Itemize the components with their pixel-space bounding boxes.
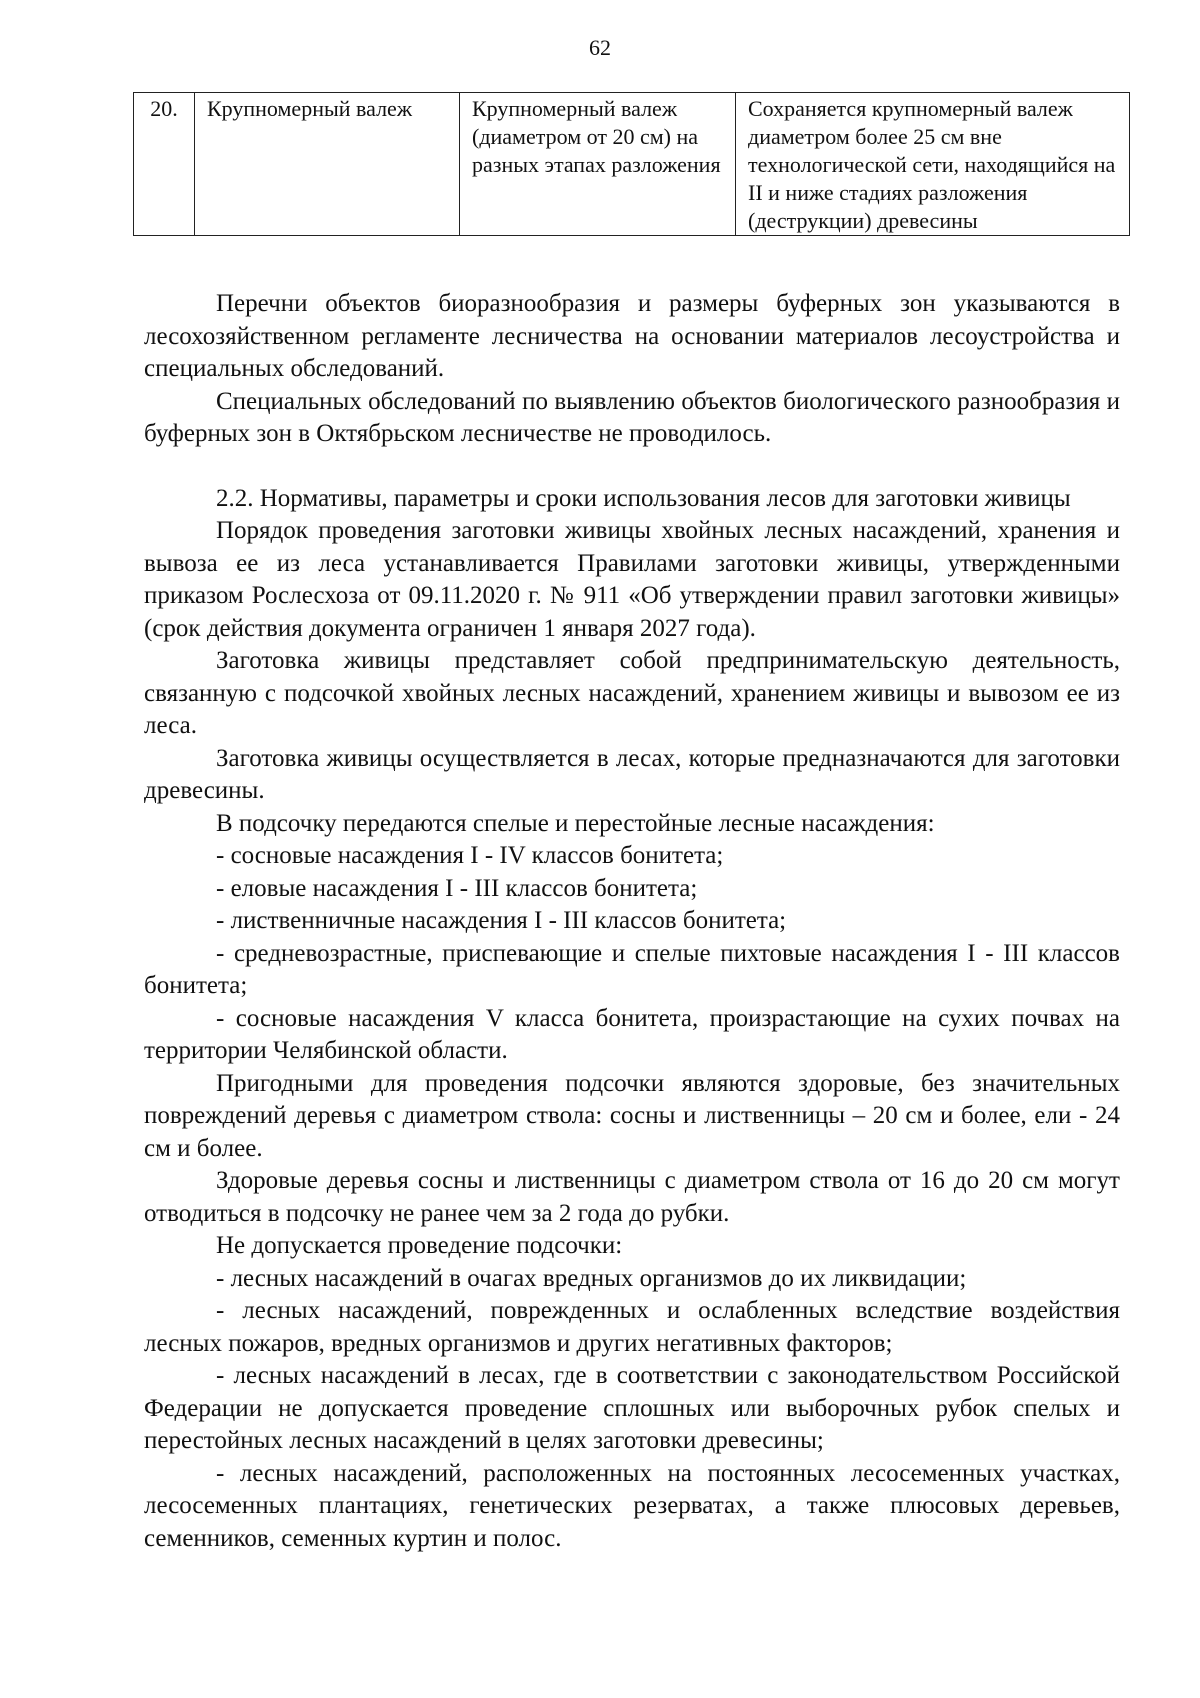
paragraph: Специальных обследований по выявлению объектов биологического разнообразия и буферных зон в Октябрьском лесничестве не проводилось.	[144, 387, 1120, 447]
list-item: - лесных насаждений в очагах вредных организмов до их ликвидации;	[216, 1264, 967, 1292]
list-item: - средневозрастные, приспевающие и спелые пихтовые насаждения I - III классов бонитета;	[144, 939, 1120, 999]
list-item: - лесных насаждений в лесах, где в соответствии с законодательством Российской Федерации не допускается проведение сплошных или выборочных рубок спелых и перестойных лесных насаждений в целях заготовки древесины;	[144, 1362, 1120, 1454]
paragraph: Заготовка живицы представляет собой предпринимательскую деятельность, связанную с подсочкой хвойных лесных насаждений, хранением живицы и вывозом ее из леса.	[144, 647, 1120, 739]
table-cell-measure: Сохраняется крупномерный валеж диаметром более 25 см вне технологической сети, находящийся на II и ниже стадиях разложения (деструкции) древесины	[736, 93, 1130, 236]
table-cell-description: Крупномерный валеж (диаметром от 20 см) на разных этапах разложения	[460, 93, 736, 236]
document-body	[144, 288, 1120, 1555]
paragraph: В подсочку передаются спелые и перестойные лесные насаждения:	[216, 809, 935, 837]
biodiversity-objects-table	[133, 92, 1130, 236]
paragraph: Перечни объектов биоразнообразия и размеры буферных зон указываются в лесохозяйственном регламенте лесничества на основании материалов лесоустройства и специальных обследований.	[144, 290, 1120, 382]
list-item: - сосновые насаждения I - IV классов бонитета;	[216, 842, 724, 869]
table-cell-number: 20.	[134, 93, 195, 236]
list-item: - еловые насаждения I - III классов бонитета;	[216, 874, 698, 902]
table-cell-object: Крупномерный валеж	[195, 93, 460, 236]
paragraph: Здоровые деревья сосны и лиственницы с диаметром ствола от 16 до 20 см могут отводиться в подсочку не ранее чем за 2 года до рубки.	[144, 1167, 1120, 1227]
paragraph: Заготовка живицы осуществляется в лесах, которые предназначаются для заготовки древесины.	[144, 744, 1120, 804]
paragraph: Порядок проведения заготовки живицы хвойных лесных насаждений, хранения и вывоза ее из леса устанавливается Правилами заготовки живицы, утвержденными приказом Рослесхоза от 09.11.2020 г. № 911 «Об утверждении правил заготовки живицы» (срок действия документа ограничен 1 января 2027 года).	[144, 517, 1120, 642]
section-heading: 2.2. Нормативы, параметры и сроки использования лесов для заготовки живицы	[216, 484, 1071, 512]
page-number: 62	[589, 35, 611, 60]
paragraph: Пригодными для проведения подсочки являются здоровые, без значительных повреждений деревья с диаметром ствола: сосны и лиственницы – 20 см и более, ели - 24 см и более.	[144, 1069, 1120, 1162]
list-item: - лиственничные насаждения I - III классов бонитета;	[216, 907, 787, 934]
list-item: - лесных насаждений, расположенных на постоянных лесосеменных участках, лесосеменных плантациях, генетических резерватах, а также плюсовых деревьев, семенников, семенных куртин и полос.	[144, 1459, 1120, 1552]
paragraph: Не допускается проведение подсочки:	[216, 1232, 623, 1259]
list-item: - лесных насаждений, поврежденных и ослабленных вследствие воздействия лесных пожаров, вредных организмов и других негативных факторов;	[144, 1297, 1120, 1357]
table-row	[134, 93, 1130, 236]
list-item: - сосновые насаждения V класса бонитета, произрастающие на сухих почвах на территории Челябинской области.	[144, 1004, 1120, 1064]
